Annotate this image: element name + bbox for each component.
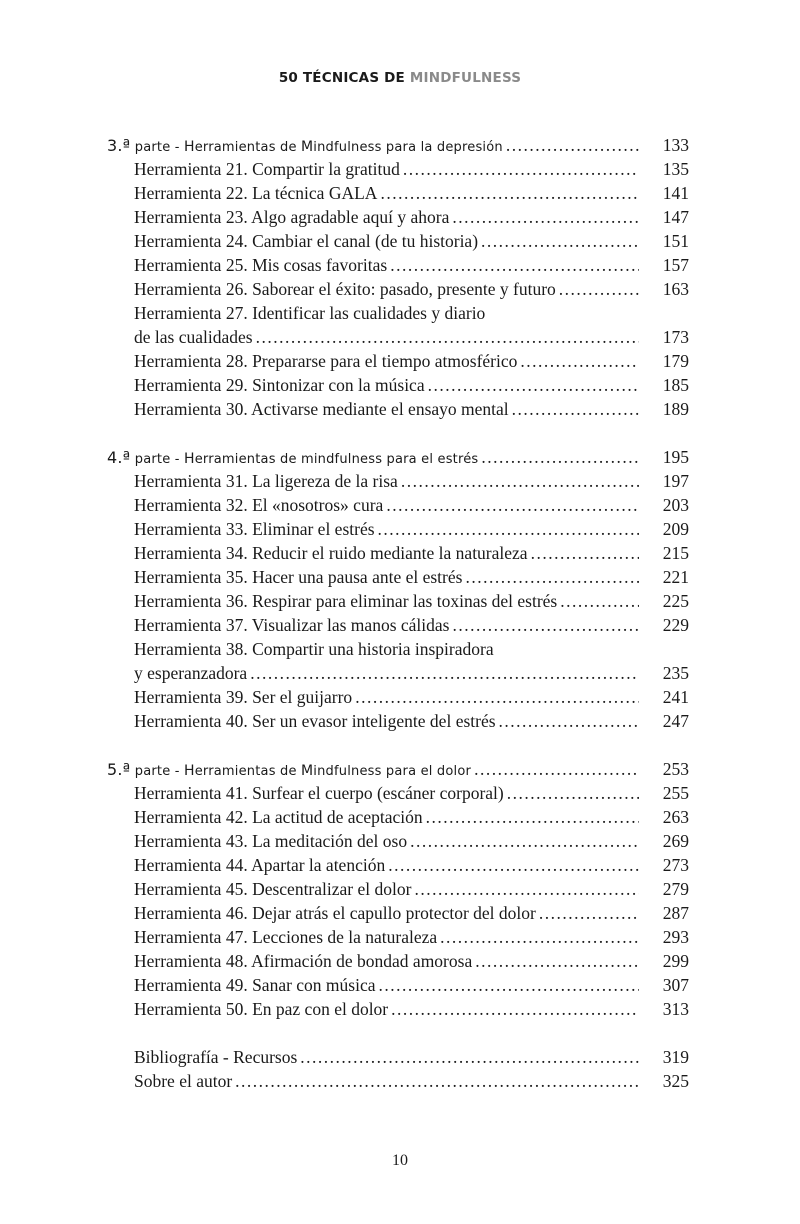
part-word: parte - [134, 452, 184, 467]
dot-leader [559, 277, 639, 301]
page-number: 263 [662, 807, 689, 827]
entry-title: Herramienta 42. La actitud de aceptación [134, 807, 423, 827]
toc-entry[interactable] [107, 181, 689, 205]
entry-title: Herramienta 45. Descentralizar el dolor [134, 879, 412, 899]
entry-title-continuation: de las cualidades [134, 327, 253, 347]
page-number: 255 [662, 783, 689, 803]
entry-title: Herramienta 43. La meditación del oso [134, 831, 408, 851]
page-number: 209 [662, 519, 689, 539]
entry-title: Sobre el autor [134, 1071, 233, 1091]
toc-entry[interactable] [107, 997, 689, 1021]
entry-title: Herramienta 27. Identificar las cualidades y diario [134, 303, 486, 323]
part-initial: H [183, 451, 195, 467]
dot-leader [403, 157, 639, 181]
entry-title: Herramienta 40. Ser un evasor inteligente del estrés [134, 711, 496, 731]
part-initial: H [183, 763, 195, 779]
dot-leader [512, 397, 639, 421]
part-word: parte - [134, 140, 184, 155]
page-number: 229 [662, 615, 689, 635]
dot-leader [300, 1045, 639, 1069]
page-number: 241 [662, 687, 689, 707]
entry-title: Herramienta 46. Dejar atrás el capullo protector del dolor [134, 903, 536, 923]
dot-leader [474, 757, 639, 781]
toc-backmatter [107, 1045, 689, 1093]
toc-entry-bibliography[interactable] [107, 1045, 689, 1069]
toc-entry[interactable] [107, 541, 689, 565]
toc-part-5 [107, 757, 689, 1021]
page-number: 157 [662, 255, 689, 275]
toc-entry[interactable] [107, 253, 689, 277]
dot-leader [481, 229, 639, 253]
part-title-1: erramientas de [194, 764, 301, 779]
toc-entry[interactable] [107, 901, 689, 925]
entry-title: Herramienta 22. La técnica GALA [134, 183, 378, 203]
table-of-contents [107, 133, 689, 1117]
dot-leader [539, 901, 639, 925]
entry-title: Herramienta 21. Compartir la gratitud [134, 159, 400, 179]
page-number: 279 [662, 879, 689, 899]
page-number: 235 [662, 663, 689, 683]
dot-leader [426, 805, 639, 829]
entry-title: Herramienta 39. Ser el guijarro [134, 687, 353, 707]
part-number: 5.ª [107, 760, 131, 779]
toc-entry[interactable] [107, 229, 689, 253]
running-head-prefix: 50 TÉCNICAS DE [278, 70, 410, 86]
dot-leader [378, 517, 639, 541]
dot-leader [386, 493, 639, 517]
toc-entry[interactable] [107, 925, 689, 949]
toc-part-heading[interactable] [107, 445, 689, 469]
toc-entry[interactable] [107, 973, 689, 997]
toc-entry-first-line[interactable] [107, 301, 689, 325]
dot-leader [520, 349, 639, 373]
page-number: 293 [662, 927, 689, 947]
toc-entry[interactable] [107, 829, 689, 853]
dot-leader [560, 589, 639, 613]
entry-title: Herramienta 35. Hacer una pausa ante el estrés [134, 567, 463, 587]
dot-leader [390, 253, 639, 277]
dot-leader [475, 949, 639, 973]
toc-entry[interactable] [107, 205, 689, 229]
dot-leader [428, 373, 639, 397]
part-word: parte - [134, 764, 184, 779]
part-title-1: erramientas de [194, 140, 301, 155]
part-title-2: indfulness para el dolor [313, 764, 472, 779]
part-number: 3.ª [107, 136, 131, 155]
toc-entry[interactable] [107, 373, 689, 397]
page-number: 163 [662, 279, 689, 299]
dot-leader [388, 853, 639, 877]
part-number: 4.ª [107, 448, 131, 467]
entry-title: Herramienta 28. Prepararse para el tiempo atmosférico [134, 351, 518, 371]
entry-title: Herramienta 44. Apartar la atención [134, 855, 386, 875]
dot-leader [452, 205, 639, 229]
toc-entry[interactable] [107, 709, 689, 733]
entry-title: Herramienta 36. Respirar para eliminar las toxinas del estrés [134, 591, 558, 611]
page-number: 141 [662, 183, 689, 203]
page-number: 195 [662, 447, 689, 467]
dot-leader [499, 709, 639, 733]
page-number: 313 [662, 999, 689, 1019]
entry-title: Herramienta 47. Lecciones de la naturaleza [134, 927, 438, 947]
dot-leader [452, 613, 639, 637]
page-number: 215 [662, 543, 689, 563]
dot-leader [379, 973, 639, 997]
toc-entry[interactable] [107, 157, 689, 181]
toc-entry-first-line[interactable] [107, 637, 689, 661]
toc-entry[interactable] [107, 493, 689, 517]
page-number: 221 [662, 567, 689, 587]
entry-title: Herramienta 31. La ligereza de la risa [134, 471, 398, 491]
entry-title: Herramienta 32. El «nosotros» cura [134, 495, 384, 515]
entry-title: Herramienta 38. Compartir una historia inspiradora [134, 639, 494, 659]
dot-leader [355, 685, 639, 709]
dot-leader [531, 541, 639, 565]
toc-entry[interactable] [107, 517, 689, 541]
dot-leader [235, 1069, 639, 1093]
toc-entry[interactable] [107, 565, 689, 589]
page-number: 273 [662, 855, 689, 875]
page-number: 151 [662, 231, 689, 251]
part-initial: H [183, 139, 195, 155]
entry-title: Herramienta 34. Reducir el ruido mediante la naturaleza [134, 543, 528, 563]
page-number: 179 [662, 351, 689, 371]
page-number: 269 [662, 831, 689, 851]
toc-entry[interactable] [107, 805, 689, 829]
entry-title: Bibliografía - Recursos [134, 1047, 298, 1067]
page-number: 173 [662, 327, 689, 347]
toc-entry-about-author[interactable] [107, 1069, 689, 1093]
dot-leader [250, 661, 639, 685]
dot-leader [380, 181, 639, 205]
toc-part-heading[interactable] [107, 133, 689, 157]
toc-part-3 [107, 133, 689, 421]
entry-title: Herramienta 48. Afirmación de bondad amorosa [134, 951, 473, 971]
dot-leader [507, 781, 639, 805]
toc-entry[interactable] [107, 277, 689, 301]
dot-leader [465, 565, 639, 589]
toc-entry-continuation[interactable] [107, 661, 689, 685]
toc-entry[interactable] [107, 877, 689, 901]
toc-entry-continuation[interactable] [107, 325, 689, 349]
page-number: 135 [662, 159, 689, 179]
entry-title: Herramienta 26. Saborear el éxito: pasado, presente y futuro [134, 279, 556, 299]
entry-title: Herramienta 29. Sintonizar con la música [134, 375, 425, 395]
running-head-highlight: MINDFULNESS [409, 70, 522, 86]
toc-entry[interactable] [107, 349, 689, 373]
dot-leader [440, 925, 639, 949]
entry-title: Herramienta 25. Mis cosas favoritas [134, 255, 388, 275]
entry-title: Herramienta 50. En paz con el dolor [134, 999, 389, 1019]
dot-leader [391, 997, 639, 1021]
toc-entry[interactable] [107, 397, 689, 421]
entry-title: Herramienta 23. Algo agradable aquí y ahora [134, 207, 450, 227]
page-number: 147 [662, 207, 689, 227]
dot-leader [410, 829, 639, 853]
page-number: 133 [662, 135, 689, 155]
entry-title: Herramienta 49. Sanar con música [134, 975, 376, 995]
toc-entry[interactable] [107, 781, 689, 805]
page-number: 307 [662, 975, 689, 995]
running-head [0, 70, 800, 86]
toc-entry[interactable] [107, 589, 689, 613]
page-number: 253 [662, 759, 689, 779]
page-number: 299 [662, 951, 689, 971]
dot-leader [481, 445, 639, 469]
page-number: 319 [662, 1047, 689, 1067]
part-initial-2: M [301, 139, 314, 155]
toc-part-4 [107, 445, 689, 733]
page-folio: 10 [392, 1152, 408, 1169]
dot-leader [506, 133, 639, 157]
entry-title: Herramienta 33. Eliminar el estrés [134, 519, 375, 539]
toc-entry[interactable] [107, 685, 689, 709]
toc-entry[interactable] [107, 949, 689, 973]
part-title-1: erramientas de mindfulness para el estrés [194, 452, 479, 467]
page-number: 197 [662, 471, 689, 491]
part-title-2: indfulness para la depresión [313, 140, 503, 155]
dot-leader [414, 877, 639, 901]
page-number: 287 [662, 903, 689, 923]
dot-leader [256, 325, 639, 349]
page-number: 325 [662, 1071, 689, 1091]
page-number: 189 [662, 399, 689, 419]
dot-leader [401, 469, 639, 493]
entry-title: Herramienta 41. Surfear el cuerpo (escáner corporal) [134, 783, 504, 803]
page-number: 247 [662, 711, 689, 731]
part-initial-2: M [301, 763, 314, 779]
toc-entry[interactable] [107, 853, 689, 877]
page-number: 185 [662, 375, 689, 395]
entry-title-continuation: y esperanzadora [134, 663, 248, 683]
entry-title: Herramienta 37. Visualizar las manos cálidas [134, 615, 450, 635]
toc-entry[interactable] [107, 469, 689, 493]
page-number: 203 [662, 495, 689, 515]
toc-entry[interactable] [107, 613, 689, 637]
toc-part-heading[interactable] [107, 757, 689, 781]
entry-title: Herramienta 30. Activarse mediante el ensayo mental [134, 399, 509, 419]
entry-title: Herramienta 24. Cambiar el canal (de tu historia) [134, 231, 479, 251]
page-number: 225 [662, 591, 689, 611]
